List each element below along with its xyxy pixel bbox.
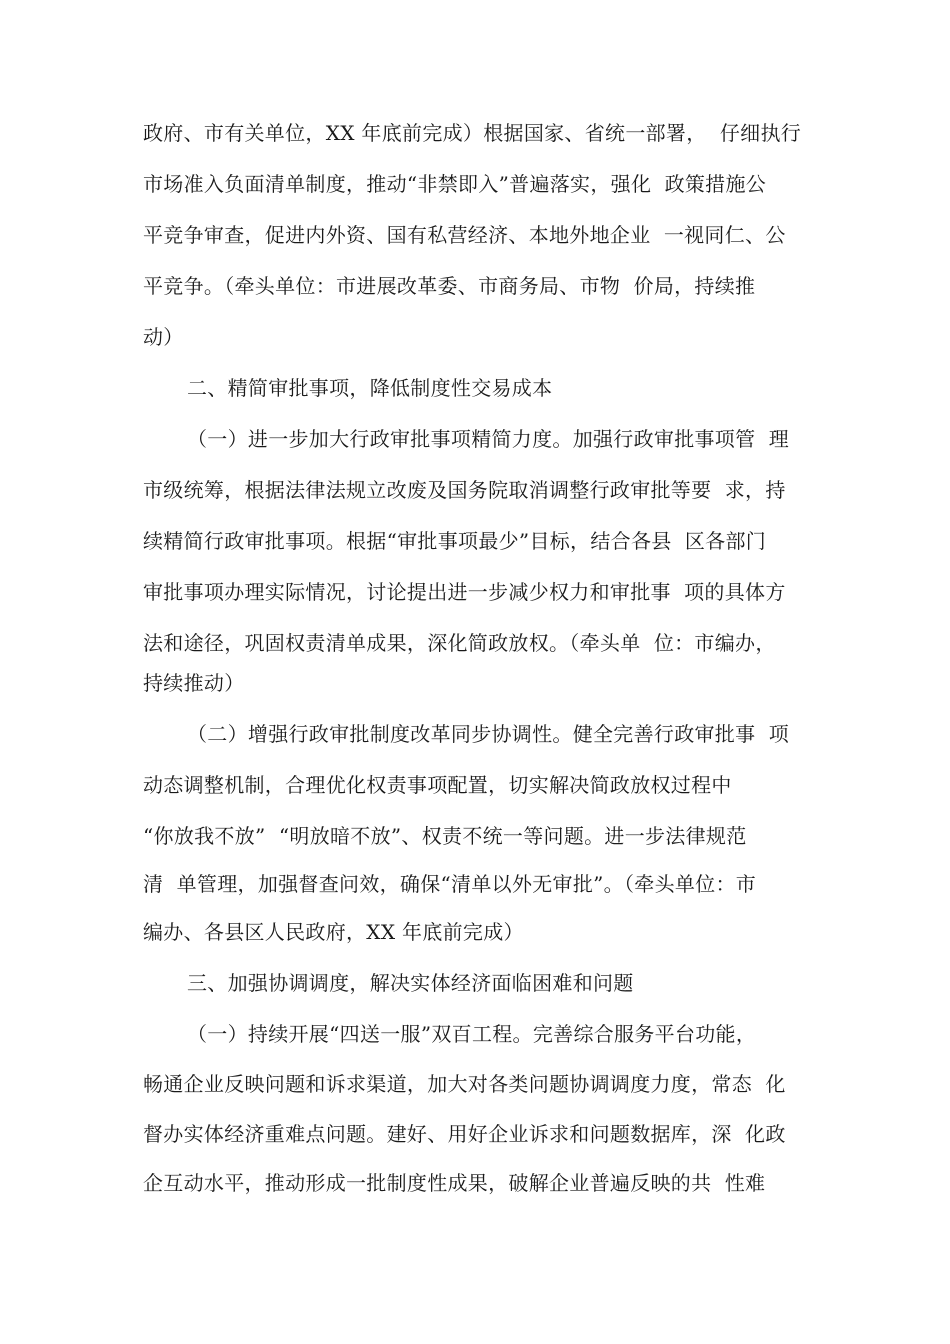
text-line: 动态调整机制，合理优化权责事项配置，切实解决简政放权过程中: [143, 773, 732, 797]
text-line: 续精简行政审批事项。根据“审批事项最少”目标，结合各县 区各部门: [143, 529, 767, 553]
text-line: 政府、市有关单位，XX 年底前完成）根据国家、省统一部署， 仔细执行: [143, 121, 802, 145]
text-line: （一）持续开展“四送一服”双百工程。完善综合服务平台功能，: [187, 1022, 757, 1046]
text-line: 企互动水平，推动形成一批制度性成果，破解企业普遍反映的共 性难: [143, 1171, 766, 1195]
text-line: “你放我不放” “明放暗不放”、权责不统一等问题。进一步法律规范: [143, 824, 747, 848]
text-line: 编办、各县区人民政府，XX 年底前完成）: [143, 920, 524, 944]
section-heading: 三、加强协调调度，解决实体经济面临困难和问题: [187, 971, 634, 995]
text-line: 督办实体经济重难点问题。建好、用好企业诉求和问题数据库，深 化政: [143, 1122, 786, 1146]
text-line: 平竞争审查，促进内外资、国有私营经济、本地外地企业 一视同仁、公: [143, 223, 786, 247]
text-line: 法和途径，巩固权责清单成果，深化简政放权。（牵头单 位：市编办，: [143, 631, 776, 655]
text-line: 清 单管理，加强督查问效，确保“清单以外无审批”。（牵头单位：市: [143, 872, 757, 896]
text-line: 市场准入负面清单制度，推动“非禁即入”普遍落实，强化 政策措施公: [143, 172, 767, 196]
text-line: 审批事项办理实际情况，讨论提出进一步减少权力和审批事 项的具体方: [143, 580, 786, 604]
text-line: 持续推动）: [143, 671, 245, 695]
text-line: 畅通企业反映问题和诉求渠道，加大对各类问题协调调度力度，常态 化: [143, 1072, 786, 1096]
text-line: 市级统筹，根据法律法规立改废及国务院取消调整行政审批等要 求，持: [143, 478, 786, 502]
section-heading: 二、精简审批事项，降低制度性交易成本: [187, 376, 553, 400]
text-line: 动）: [143, 325, 184, 349]
text-line: （一）进一步加大行政审批事项精简力度。加强行政审批事项管 理: [187, 427, 790, 451]
text-line: 平竞争。（牵头单位：市进展改革委、市商务局、市物 价局，持续推: [143, 274, 756, 298]
text-line: （二）增强行政审批制度改革同步协调性。健全完善行政审批事 项: [187, 722, 790, 746]
